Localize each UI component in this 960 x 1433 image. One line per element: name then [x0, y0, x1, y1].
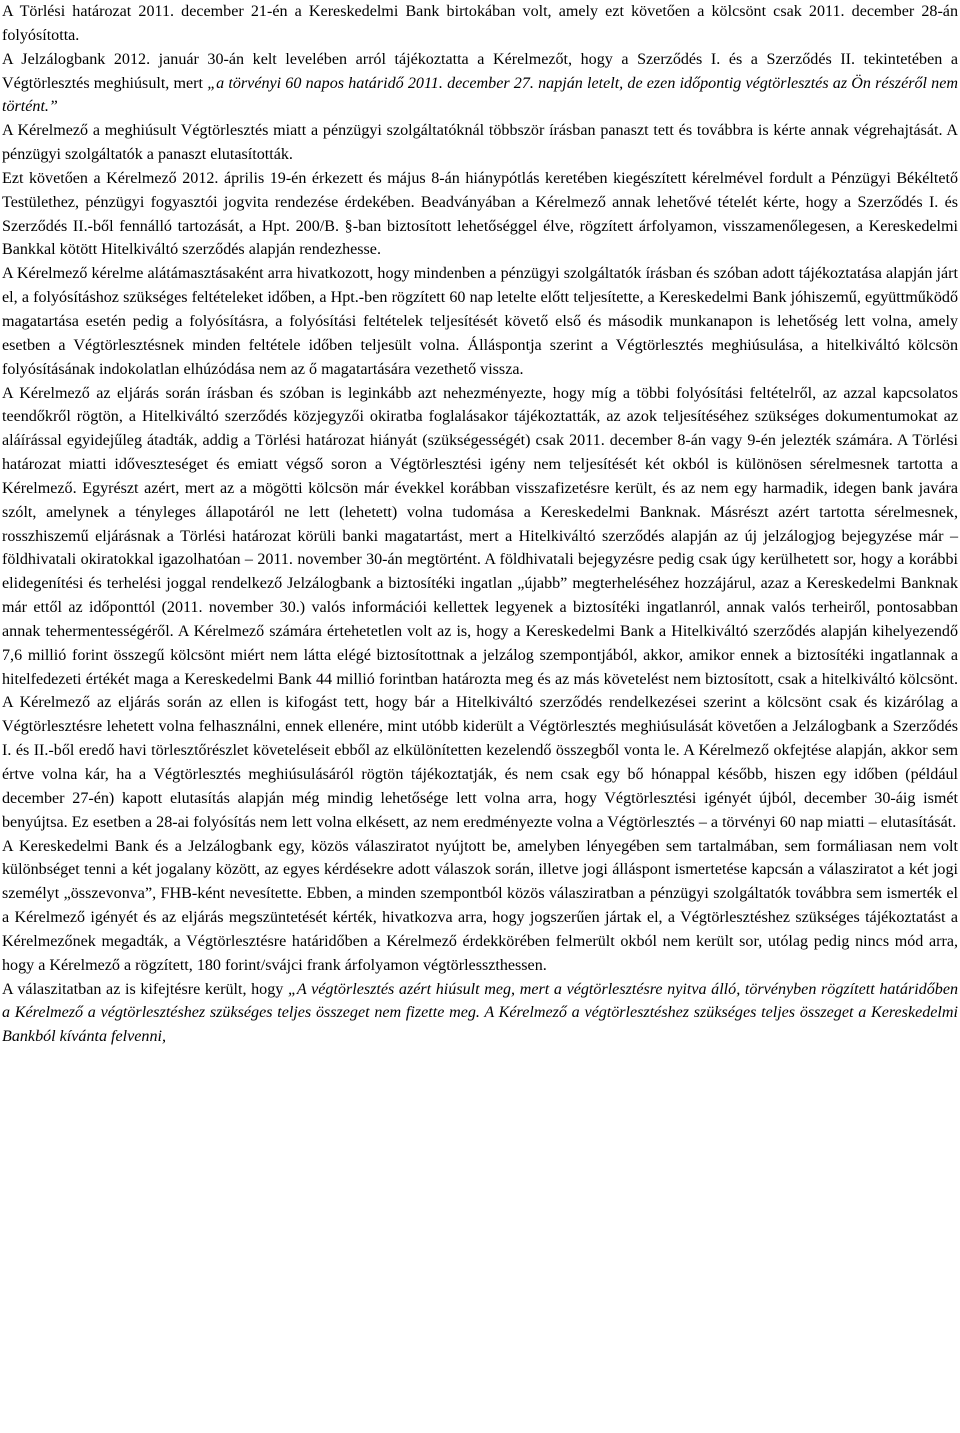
- paragraph-torlesi-hatarozat: A Törlési határozat 2011. december 21-én a Kereskedelmi Bank birtokában volt, amely ezt követően a kölcsönt csak 2011. december 28-án folyósította.: [2, 3, 958, 44]
- paragraph-kerelem: Ezt követően a Kérelmező 2012. április 19-én érkezett és május 8-án hiánypótlás keretében kiegészített kérelmével fordult a Pénzügyi Békéltető Testülethez, pénzügyi fogyasztói jogvita rendezése érdekében. Beadványában a Kérelmező annak lehetővé tételét kérte, hogy a Szerződés I. és Szerződés II.-ből fennálló tartozását, a Hpt. 200/B. §-ban biztosított lehetőséggel élve, rögzített árfolyamon, visszamenőlegesen, a Kereskedelmi Bankkal kötött Hitelkiváltó szerződés alapján rendezhesse.: [2, 169, 958, 259]
- paragraph-nehezmenyezes: A Kérelmező az eljárás során írásban és szóban is leginkább azt nehezményezte, hogy míg a többi folyósítási feltételről, az azzal kapcsolatos teendőkről rögtön, a Hitelkiváltó szerződés közjegyzői okiratba foglalásakor tájékoztatták, az azok teljesítéséhez szükséges dokumentumokat az aláírással egyidejűleg átadták, addig a Törlési határozat hiányát (szükségességét) csak 2011. december 8-án vagy 9-én jelezték számára. A Törlési határozat miatti időveszteséget és emiatt végső soron a Végtörlesztési igény nem teljesítését két okból is különösen sérelmesnek tartotta a Kérelmező. Egyrészt azért, mert az a mögötti kölcsön már évekkel korábban visszafizetésre került, és az nem egy harmadik, idegen bank javára szólt, amelynek a tényleges állapotáról ne lett (lehetett) volna tudomása a Kereskedelmi Banknak. Másrészt azért tartotta sérelmesnek, rosszhiszemű eljárásnak a Törlési határozat körüli banki magatartást, mert a Hitelkiváltó szerződés alapján az új jelzálogjog bejegyzése már – földhivatali okiratokkal igazolhatóan – 2011. november 30-án megtörtént. A földhivatali bejegyzésre pedig csak úgy kerülhetett sor, hogy a korábbi elidegenítési és terhelési joggal rendelkező Jelzálogbank a biztosítéki ingatlan „újabb” megterheléséhez hozzájárul, azaz a Kereskedelmi Banknak már ettől az időponttól (2011. november 30.) valós információi kellettek legyenek a biztosítéki ingatlanról, annak valós terheiről, pontosabban annak tehermentességéről. A Kérelmező számára értehetetlen volt az is, hogy a Kereskedelmi Bank a Hitelkiváltó szerződés alapján kihelyezendő 7,6 millió forint összegű kölcsönt miért nem látta elégé biztosítottnak a jelzálog szempontjából, akkor, amikor ennek a biztosítéki ingatlannak a hitelfedezeti értékét maga a Kereskedelmi Bank 44 millió forintban határozta meg és az más követelést nem biztosított, csak a hitelkiváltó kölcsönt. A Kérelmező az eljárás során az ellen is kifogást tett, hogy bár a Hitelkiváltó szerződés rendelkezései szerint a kölcsönt csak és kizárólag a Végtörlesztésre lehetett volna felhasználni, ennek ellenére, mint utóbb kiderült a Végtörlesztés meghiúsulását követően a Jelzálogbank a Szerződés I. és II.-ből eredő havi törlesztőrészlet követeléseit ebből az elkülönítetten kezelendő összegből vonta le. A Kérelmező okfejtése alapján, akkor sem értve volna kár, ha a Végtörlesztés meghiúsulásáról rögtön tájékoztatják, és nem csak egy bő hónappal később, hiszen egy időben (például december 27-én) kapott elutasítás alapján még mindig lehetősége lett volna arra, hogy Végtörlesztési igényét újból, december 30-áig ismét benyújtsa. Ez esetben a 28-ai folyósítás nem lett volna elkésett, az nem eredményezte volna a Végtörlesztés – a törvényi 60 nap miatti – elutasítását.: [2, 384, 958, 831]
- paragraph-jelzalogbank-level: [2, 48, 958, 120]
- paragraph-alatamasztas: A Kérelmező kérelme alátámasztásaként arra hivatkozott, hogy mindenben a pénzügyi szolgáltatók írásban és szóban adott tájékoztatása alapján járt el, a folyósításhoz szükséges feltételeket időben, a Hpt.-ben rögzített 60 nap letelte előtt teljesítette, a Kereskedelmi Bank jóhiszemű, együttműködő magatartása esetén pedig a folyósításra, a folyósítási feltételek teljesítését követő első és második munkanapon is lehetőség lett volna, amely esetben a Végtörlesztésnek minden feltétele időben teljesült volna. Álláspontja szerint a Végtörlesztés meghiúsulása, a hitelkiváltó kölcsön folyósításának indokolatlan elhúzódása nem az ő magatartására vezethető vissza.: [2, 265, 958, 378]
- quoted-response-text: „A végtörlesztés azért hiúsult meg, mert a végtörlesztésre nyitva álló, törvényben rögzített határidőben a Kérelmező a végtörlesztéshez szükséges teljes összeget nem fizette meg. A Kérelmező a végtörlesztéshez szükséges teljes összeget a Kereskedelmi Bankból kívánta felvenni,: [2, 980, 959, 1046]
- paragraph-jelzalogbank-text: A Jelzálogbank 2012. január 30-án kelt levelében arról tájékoztatta a Kérelmezőt, hogy a Szerződés I. és a Szerződés II. tekintetében a Végtörlesztés meghiúsult, mert: [2, 50, 958, 92]
- paragraph-valaszitat-idezet: [2, 978, 958, 1050]
- paragraph-valaszitat-text: A válaszitatban az is kifejtésre került, hogy: [2, 980, 288, 998]
- quoted-deadline-text: „a törvényi 60 napos határidő 2011. december 27. napján letelt, de ezen időpontig végtörlesztés az Ön részéről nem történt.”: [2, 74, 958, 116]
- paragraph-valaszirat: A Kereskedelmi Bank és a Jelzálogbank egy, közös válasziratot nyújtott be, amelyben lényegében sem tartalmában, sem formáliasan nem volt különbséget tenni a két jogalany között, az egyes kérdésekre adott válaszok során, illetve jogi álláspont ismertetése kapcsán a válasziratot a két jogi személyt „összevonva”, FHB-ként nevesítette. Ebben, a minden szempontból közös válasziratban a pénzügyi szolgáltatók továbbra sem ismerték el a Kérelmező igényét és az eljárás megszüntetését kérték, hivatkozva arra, hogy jogszerűen jártak el, a Végtörlesztéshez szükséges tájékoztatást a Kérelmezőnek megadták, a Végtörlesztésre határidőben a Kérelmező érdekkörében felmerült okból nem került sor, utólag pedig nincs mód arra, hogy a Kérelmező a rögzített, 180 forint/svájci frank árfolyamon végtörlesszthessen.: [2, 837, 958, 974]
- paragraph-panasz: A Kérelmező a meghiúsult Végtörlesztés miatt a pénzügyi szolgáltatóknál többször írásban panaszt tett és továbbra is kérte annak végrehajtását. A pénzügyi szolgáltatók a panaszt elutasították.: [2, 122, 958, 164]
